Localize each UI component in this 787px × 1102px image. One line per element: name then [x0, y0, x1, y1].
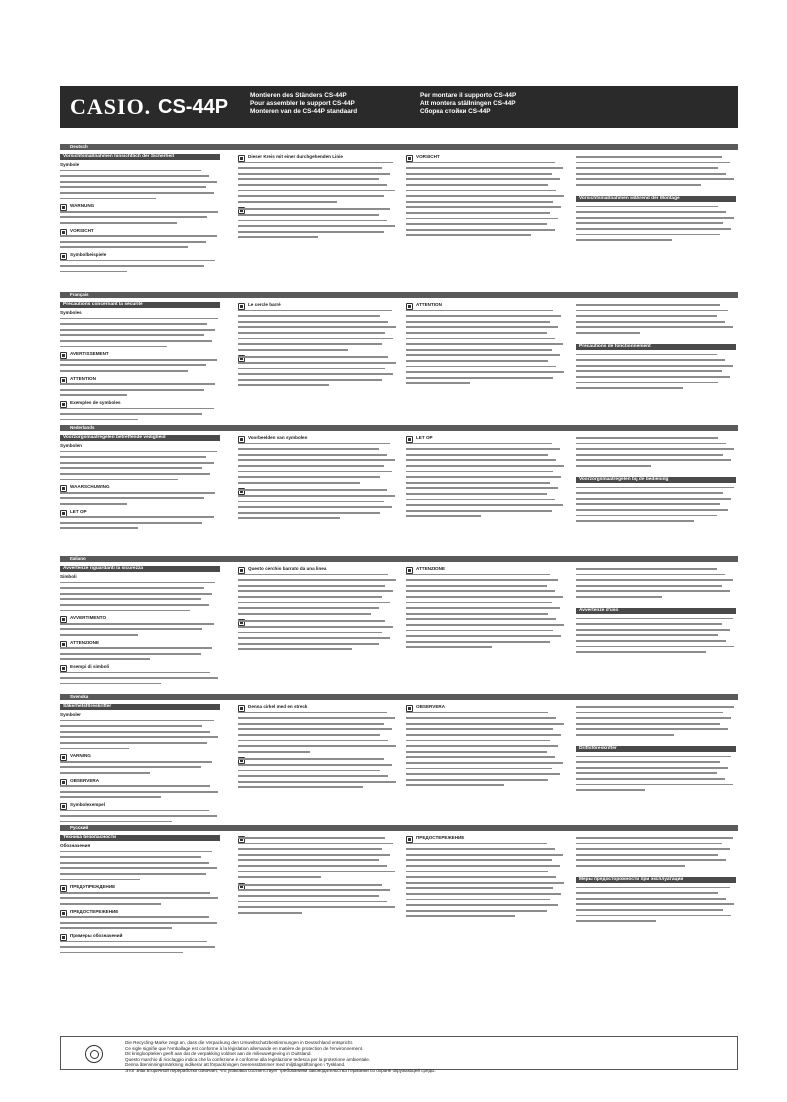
column-4 — [576, 704, 736, 795]
text-block — [60, 802, 220, 824]
section-title: Voorzorgsmaatregelen betreffende veiligheid — [60, 435, 220, 441]
text-block — [576, 435, 736, 469]
text-block — [238, 487, 398, 521]
block-heading: Symbolen — [60, 443, 82, 448]
column-1 — [60, 835, 220, 957]
text-block — [60, 310, 220, 349]
text-block — [60, 509, 220, 531]
text-line — [576, 330, 736, 336]
text-line — [60, 746, 220, 752]
header-title: Per montare il supporto CS-44P — [420, 92, 517, 99]
text-line — [60, 220, 220, 226]
header-titles-left — [250, 92, 357, 117]
text-block — [406, 835, 566, 919]
block-heading: Symboles — [60, 310, 82, 315]
block-heading: Обозначения — [60, 843, 91, 848]
language-section — [60, 700, 738, 828]
text-line — [60, 770, 220, 776]
block-heading: VARNING — [70, 753, 91, 759]
block-heading: OBSERVERA — [416, 704, 446, 709]
text-block — [60, 933, 220, 955]
text-line — [576, 182, 736, 188]
text-line — [60, 501, 220, 507]
text-block — [576, 885, 736, 924]
text-line — [238, 347, 398, 353]
header-title: Pour assembler le support CS-44P — [250, 100, 355, 108]
text-line — [406, 513, 566, 519]
text-line — [238, 199, 398, 205]
casio-logo: CASIO. — [70, 94, 152, 119]
language-section — [60, 298, 738, 428]
block-heading: WAARSCHUWING — [70, 484, 110, 490]
text-line — [60, 608, 220, 614]
block-heading: WARNUNG — [70, 203, 95, 209]
block-heading: ATTENZIONE — [70, 639, 100, 645]
column-2 — [238, 154, 398, 242]
column-1 — [60, 566, 220, 688]
language-section — [60, 150, 738, 294]
section-title: Säkerhetsföreskrifter — [60, 704, 220, 710]
block-heading: ATTENZIONE — [416, 566, 446, 571]
text-line — [60, 681, 220, 687]
column-1 — [60, 704, 220, 826]
block-heading: Symboler — [60, 712, 81, 717]
text-line — [238, 784, 398, 790]
text-block — [60, 400, 220, 422]
text-line — [60, 656, 220, 662]
block-heading: VORSICHT — [416, 154, 440, 159]
block-heading: Symbolexempel — [70, 801, 105, 807]
text-block — [406, 302, 566, 386]
text-block — [238, 566, 398, 616]
text-block — [60, 909, 220, 931]
text-line — [60, 819, 220, 825]
language-label: Русский — [70, 825, 89, 830]
block-heading: Denna cirkel med en streck — [248, 704, 308, 709]
column-4 — [576, 154, 736, 245]
text-line — [576, 463, 736, 469]
text-block — [576, 704, 736, 738]
operation-title: Avvertenze d'uso — [576, 608, 736, 614]
column-2 — [238, 704, 398, 792]
text-block — [238, 756, 398, 790]
column-2 — [238, 435, 398, 523]
text-block — [576, 302, 736, 336]
text-line — [406, 232, 566, 238]
text-line — [576, 918, 736, 924]
text-line — [576, 594, 736, 600]
language-label: Italiano — [70, 556, 86, 561]
column-3 — [406, 302, 566, 388]
header-title: Сборка стойки CS-44P — [420, 108, 491, 116]
text-block — [238, 435, 398, 485]
recycling-line: Этот знак вторичной переработки означает, что упаковка соответствует требованиям законодательства Германии по охране окружающей среды. — [125, 1067, 436, 1073]
column-3 — [406, 835, 566, 921]
header-title: Montieren des Ständers CS-44P — [250, 92, 347, 99]
text-block — [60, 203, 220, 225]
recycling-line: Questo marchio di riciclaggio indica che la confezione è conforme alla legislazione tedesca per la protezione ambientale. — [125, 1056, 371, 1062]
recycling-mark-icon — [85, 1045, 103, 1063]
text-block — [576, 754, 736, 793]
header-band — [60, 86, 738, 128]
recycling-line: Die Recycling-Marke zeigt an, dass die Verpackung den Umweltschutzbestimmungen in Deutschland entspricht. — [125, 1040, 354, 1045]
text-line — [238, 480, 398, 486]
text-block — [406, 154, 566, 238]
text-line — [238, 874, 398, 880]
text-block — [60, 376, 220, 398]
text-block — [60, 443, 220, 482]
block-heading: LET OP — [416, 435, 433, 440]
text-block — [576, 204, 736, 243]
block-heading: ATTENTION — [416, 302, 442, 307]
text-line — [60, 925, 220, 931]
column-1 — [60, 302, 220, 424]
column-3 — [406, 154, 566, 240]
recycling-text — [125, 1040, 455, 1074]
text-block — [60, 753, 220, 775]
column-3 — [406, 435, 566, 521]
text-block — [238, 354, 398, 388]
section-title: Avvertenze riguardanti la sicurezza — [60, 566, 220, 572]
text-block — [60, 228, 220, 250]
recycling-line: Denna återvinningsmärkning indikerar att förpackningen överensstämmer med miljölagstiftningen i Tyskland. — [125, 1062, 346, 1068]
column-4 — [576, 835, 736, 926]
operation-title: Vorsichtsmaßnahmen während der Montage — [576, 196, 736, 202]
model-name: CS-44P — [158, 96, 229, 118]
text-line — [60, 901, 220, 907]
text-block — [60, 615, 220, 637]
block-heading: Symbole — [60, 162, 80, 167]
text-line — [576, 649, 736, 655]
text-line — [60, 950, 220, 956]
operation-title: Driftsföreskrifter — [576, 746, 736, 752]
block-heading: Esempi di simboli — [70, 663, 110, 669]
language-label: Svenska — [70, 694, 89, 699]
operation-title: Précautions de fonctionnement — [576, 344, 736, 350]
text-line — [406, 380, 566, 386]
block-heading: VORSICHT — [70, 227, 94, 233]
text-block — [406, 704, 566, 788]
text-block — [60, 712, 220, 751]
text-block — [576, 616, 736, 655]
text-line — [576, 787, 736, 793]
text-block — [406, 435, 566, 519]
text-block — [238, 704, 398, 754]
text-block — [60, 843, 220, 882]
text-block — [576, 352, 736, 391]
text-line — [238, 749, 398, 755]
text-line — [60, 368, 220, 374]
block-heading: Le cercle barré — [248, 302, 281, 307]
text-block — [576, 566, 736, 600]
language-section — [60, 431, 738, 559]
block-heading: Symbolbeispiele — [70, 251, 107, 257]
column-1 — [60, 435, 220, 533]
block-heading: Voorbeelden van symbolen — [248, 435, 308, 440]
text-line — [576, 518, 736, 524]
text-line — [60, 794, 220, 800]
text-line — [60, 477, 220, 483]
text-line — [60, 392, 220, 398]
block-heading: AVVERTIMENTO — [70, 615, 107, 621]
column-1 — [60, 154, 220, 276]
block-heading: LET OP — [70, 508, 87, 514]
text-line — [576, 385, 736, 391]
language-label: Deutsch — [70, 144, 88, 149]
text-block — [238, 302, 398, 352]
text-line — [60, 269, 220, 275]
operation-title: Меры предосторожности при эксплуатации — [576, 877, 736, 883]
block-heading: Questo cerchio barrato da una linea — [248, 566, 327, 571]
header-titles-right — [420, 92, 516, 117]
text-block — [60, 484, 220, 506]
text-block — [60, 252, 220, 274]
text-block — [576, 835, 736, 869]
block-heading: Примеры обозначений — [70, 932, 123, 938]
block-heading: AVERTISSEMENT — [70, 351, 109, 357]
text-line — [406, 644, 566, 650]
section-title: Vorsichtsmaßnahmen hinsichtlich der Sicherheit — [60, 154, 220, 160]
text-block — [60, 778, 220, 800]
column-2 — [238, 566, 398, 654]
text-line — [238, 234, 398, 240]
language-section — [60, 562, 738, 697]
section-title: Précautions concernant la sécurité — [60, 302, 220, 308]
text-block — [238, 206, 398, 240]
text-block — [60, 640, 220, 662]
text-block — [238, 618, 398, 652]
text-block — [238, 882, 398, 916]
text-block — [576, 154, 736, 188]
recycling-line: Ce sigle signifie que l'emballage est conforme à la législation allemande en matière de protection de l'environnement. — [125, 1045, 364, 1051]
text-block — [60, 162, 220, 201]
text-line — [238, 611, 398, 617]
text-line — [576, 237, 736, 243]
column-4 — [576, 435, 736, 526]
text-block — [60, 884, 220, 906]
block-heading: Exemples de symboles — [70, 399, 121, 405]
column-4 — [576, 566, 736, 657]
language-label: Français — [70, 292, 89, 297]
text-line — [60, 525, 220, 531]
block-heading: Simboli — [60, 574, 77, 579]
text-line — [60, 877, 220, 883]
section-title: Техника безопасности — [60, 835, 220, 841]
text-line — [576, 732, 736, 738]
text-block — [576, 485, 736, 524]
block-heading: ATTENTION — [70, 375, 96, 381]
header-title: Att montera ställningen CS-44P — [420, 100, 516, 108]
text-block — [60, 574, 220, 613]
text-line — [60, 417, 220, 423]
text-line — [406, 782, 566, 788]
text-block — [60, 351, 220, 373]
block-heading: OBSERVERA — [70, 777, 100, 783]
block-heading: ПРЕДУПРЕЖДЕНИЕ — [70, 884, 116, 890]
block-heading: Dieser Kreis mit einer durchgehenden Linie — [248, 154, 343, 159]
text-line — [60, 196, 220, 202]
text-line — [238, 382, 398, 388]
column-3 — [406, 704, 566, 790]
text-block — [406, 566, 566, 650]
block-heading: ПРЕДОСТЕРЕЖЕНИЕ — [70, 908, 119, 914]
text-line — [238, 910, 398, 916]
operation-title: Voorzorgsmaatregelen bij de bediening — [576, 477, 736, 483]
text-block — [238, 154, 398, 204]
language-section — [60, 831, 738, 1036]
block-heading: ПРЕДОСТЕРЕЖЕНИЕ — [416, 835, 465, 840]
text-block — [238, 835, 398, 880]
text-block — [60, 664, 220, 686]
text-line — [238, 515, 398, 521]
header-title: Monteren van de CS-44P standaard — [250, 108, 358, 116]
recycling-box — [60, 1036, 738, 1073]
text-line — [60, 632, 220, 638]
column-2 — [238, 302, 398, 390]
column-2 — [238, 835, 398, 917]
text-line — [238, 646, 398, 652]
language-label: Nederlands — [70, 425, 95, 430]
recycling-line: Dit kringloopteken geeft aan dat de verpakking voldoet aan de milieuwetgeving in Duitsland. — [125, 1051, 312, 1057]
text-line — [60, 344, 220, 350]
column-4 — [576, 302, 736, 393]
text-line — [406, 913, 566, 919]
text-line — [60, 244, 220, 250]
column-3 — [406, 566, 566, 652]
text-line — [576, 863, 736, 869]
